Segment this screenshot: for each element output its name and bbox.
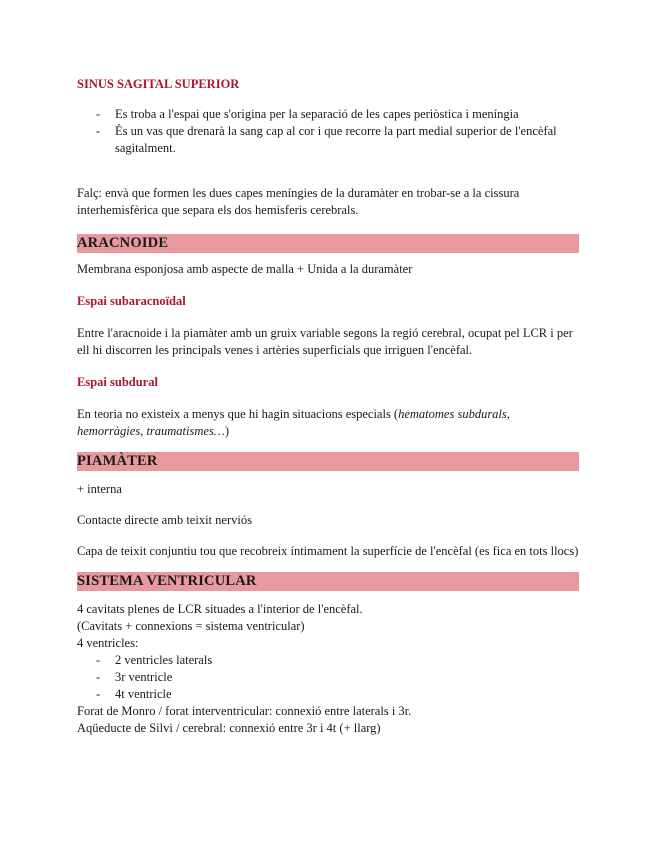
falc-paragraph: Falç: envà que formen les dues capes meníngies de la duramàter en trobar-se a la cissura interhemisfèrica que separa els dos hemisferis cerebrals. [77, 186, 520, 217]
ventricular-heading: SISTEMA VENTRICULAR [77, 572, 579, 591]
list-item: - 4t ventricle [96, 687, 172, 701]
piamater-heading: PIAMÀTER [77, 452, 579, 471]
ventricular-line4: Forat de Monro / forat interventricular: connexió entre laterals i 3r. [77, 704, 412, 718]
subarachnoid-heading: Espai subaracnoïdal [77, 294, 186, 308]
piamater-line3: Capa de teixit conjuntiu tou que recobreix íntimament la superfície de l'encèfal (es fica en tots llocs) [77, 544, 579, 558]
document-content [77, 76, 579, 737]
dash-bullet: - [96, 653, 101, 667]
sinus-list [77, 106, 579, 157]
subdural-text: En teoria no existeix a menys que hi hagin situacions especials (hematomes subdurals, hemorràgies, traumatismes…) [77, 407, 510, 438]
list-item: - És un vas que drenarà la sang cap al cor i que recorre la part medial superior de l'encèfal sagitalment. [96, 124, 557, 155]
ventricles-list [77, 652, 579, 703]
subdural-heading: Espai subdural [77, 375, 158, 389]
sinus-heading: SINUS SAGITAL SUPERIOR [77, 77, 240, 91]
subdural-examples: hematomes subdurals, hemorràgies, traumatismes… [77, 407, 510, 438]
ventricular-line2: (Cavitats + connexions = sistema ventricular) [77, 619, 305, 633]
list-item: - 3r ventricle [96, 670, 173, 684]
list-item: - Es troba a l'espai que s'origina per la separació de les capes periòstica i meníngia [96, 107, 519, 121]
dash-bullet: - [96, 107, 101, 121]
piamater-line2: Contacte directe amb teixit nerviós [77, 513, 252, 527]
list-item: - 2 ventricles laterals [96, 653, 213, 667]
subarachnoid-text: Entre l'aracnoide i la piamàter amb un gruix variable segons la regió cerebral, ocupat pel LCR i per ell hi discorren les principals venes i artèries superficials que irriguen l'encèfal. [77, 326, 573, 357]
dash-bullet: - [96, 124, 101, 138]
ventricular-line5: Aqüeducte de Silvi / cerebral: connexió entre 3r i 4t (+ llarg) [77, 721, 381, 735]
dash-bullet: - [96, 687, 101, 701]
ventricular-line1: 4 cavitats plenes de LCR situades a l'interior de l'encèfal. [77, 602, 363, 616]
dash-bullet: - [96, 670, 101, 684]
piamater-line1: + interna [77, 482, 122, 496]
aracnoide-heading: ARACNOIDE [77, 234, 579, 253]
ventricular-line3: 4 ventricles: [77, 636, 139, 650]
aracnoide-intro: Membrana esponjosa amb aspecte de malla + Unida a la duramàter [77, 262, 413, 276]
